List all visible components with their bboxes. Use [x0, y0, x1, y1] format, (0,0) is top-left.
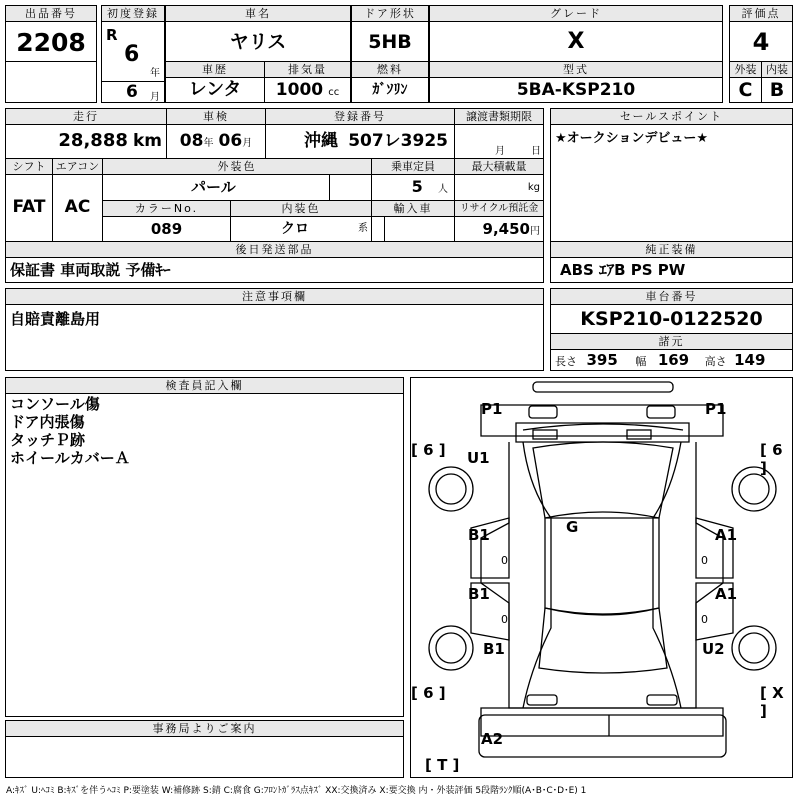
- mileage-label: 走行: [6, 109, 166, 125]
- score-label: 評価点: [730, 6, 792, 22]
- door-label: ドア形状: [352, 6, 428, 22]
- mark-u1: U1: [467, 449, 490, 467]
- inspector-box: [5, 377, 404, 717]
- sales-point-label: セールスポイント: [551, 109, 792, 125]
- first-reg-label: 初度登録: [102, 6, 164, 22]
- tire-front-right-inner: [739, 474, 769, 504]
- shift-cell: [5, 158, 53, 242]
- front-lamp-right: [647, 406, 675, 418]
- year-unit: 年: [150, 68, 160, 79]
- inspector-label: 検査員記入欄: [6, 378, 403, 394]
- car-diagram: [410, 377, 793, 778]
- genuine-equipment-box: [550, 241, 793, 283]
- later-parts-label: 後日発送部品: [6, 242, 543, 258]
- interior-color: クロ: [281, 221, 309, 237]
- mark-trunk: [ T ]: [425, 756, 460, 774]
- door-type: 5HB: [368, 31, 412, 53]
- grille-right: [627, 430, 651, 439]
- car-name: ヤリス: [229, 31, 287, 53]
- capacity-unit: 人: [438, 184, 448, 195]
- exterior-grade: C: [738, 79, 753, 101]
- mark-b1-a: B1: [468, 526, 490, 544]
- length-value: 395: [586, 351, 618, 369]
- recycle-value: 9,450: [482, 220, 530, 238]
- history-cell: [165, 61, 265, 103]
- transfer-deadline-cell: [454, 108, 544, 159]
- inspection-year-unit: 年: [203, 138, 214, 149]
- transfer-deadline-label: 譲渡書類期限: [455, 109, 543, 125]
- capacity-value: 5: [411, 177, 423, 196]
- front-bumper-outline: [533, 382, 673, 392]
- exterior-grade-label: 外装: [730, 62, 761, 78]
- hood-curve: [523, 424, 683, 430]
- inspector-line: ドア内張傷: [10, 413, 85, 431]
- displacement-unit: cc: [328, 87, 340, 98]
- displacement-value: 1000: [275, 80, 324, 100]
- history-label: 車歴: [166, 62, 264, 78]
- damage-legend: A:ｷｽﾞ U:ﾍｺﾐ B:ｷｽﾞを伴うﾍｺﾐ P:要塗装 W:補修跡 S:錆 C:腐食 G:ﾌﾛﾝﾄｶﾞﾗｽ点ｷｽﾞ XX:交換済み X:要交換 内・外装評価 5段階ﾗﾝｸ順(A･B･C･D･E) 1: [6, 786, 587, 796]
- import-label: 輸入車: [372, 201, 454, 217]
- mark-u2: U2: [702, 640, 725, 658]
- reg-number-cell: [265, 108, 455, 159]
- interior-color-cell: [230, 200, 372, 242]
- length-label: 長さ: [555, 355, 577, 368]
- tire-rear-right-inner: [739, 633, 769, 663]
- max-load-unit: kg: [527, 182, 540, 193]
- notes-label: 注意事項欄: [6, 289, 543, 305]
- mark-p1-right: P1: [705, 400, 727, 418]
- mark-zero: 0: [701, 613, 708, 626]
- genuine-equipment-text: ABS ｴｱB PS PW: [560, 261, 686, 279]
- rear-lamp-left: [527, 695, 557, 705]
- chassis-label: 車台番号: [551, 289, 792, 305]
- tire-front-left-inner: [436, 474, 466, 504]
- fuel-cell: [351, 61, 429, 103]
- first-reg-month: 6: [126, 82, 138, 102]
- front-panel-outline: [481, 405, 723, 436]
- mark-tire-rl: [ 6 ]: [411, 684, 446, 702]
- mileage-unit: km: [132, 131, 162, 151]
- score-cell: [729, 5, 793, 62]
- grille-left: [533, 430, 557, 439]
- color-no: 089: [150, 220, 183, 238]
- displacement-label: 排気量: [265, 62, 350, 78]
- tire-rear-left-inner: [436, 633, 466, 663]
- grade-cell: [429, 5, 723, 62]
- width-label: 幅: [635, 355, 647, 368]
- exterior-color: パール: [191, 178, 236, 196]
- mark-zero: 0: [501, 554, 508, 567]
- inspection-label: 車検: [167, 109, 265, 125]
- interior-grade: B: [769, 79, 785, 101]
- mark-a1-a: A1: [715, 526, 738, 544]
- inspector-line: コンソール傷: [10, 395, 100, 413]
- model-code: 5BA-KSP210: [516, 80, 636, 100]
- month-unit: 月: [150, 92, 160, 103]
- later-parts-text: 保証書 車両取説 予備ｷｰ: [10, 261, 171, 279]
- sales-point-text: ★オークションデビュー★: [555, 131, 709, 146]
- mark-b1-b: B1: [468, 585, 490, 603]
- mark-g: G: [566, 518, 579, 536]
- left-door-line: [523, 442, 551, 708]
- mileage-value: 28,888: [58, 130, 128, 151]
- history-value: レンタ: [188, 79, 242, 100]
- front-lamp-left: [529, 406, 557, 418]
- reg-number-label: 登録番号: [266, 109, 454, 125]
- notes-text: 自賠責離島用: [10, 310, 101, 328]
- first-reg-cell: [101, 5, 165, 103]
- lot-cell: [5, 5, 97, 103]
- body-outline: [481, 442, 723, 708]
- mark-b1-c: B1: [483, 640, 505, 658]
- genuine-equipment-label: 純正装備: [551, 242, 792, 258]
- interior-grade-label: 内装: [762, 62, 792, 78]
- rear-window: [539, 608, 667, 673]
- inspection-year: 08: [179, 131, 204, 151]
- first-reg-year: 6: [124, 42, 140, 67]
- recycle-label: リサイクル預託金: [455, 201, 543, 217]
- mark-zero: 0: [701, 554, 708, 567]
- interior-color-unit: 系: [358, 223, 368, 234]
- inspection-month-unit: 月: [242, 138, 253, 149]
- car-name-label: 車名: [166, 6, 350, 22]
- aircon-label: エアコン: [53, 159, 102, 175]
- mark-a1-b: A1: [715, 585, 738, 603]
- reg-plate: 507レ3925: [348, 131, 448, 151]
- car-diagram-svg: [411, 378, 794, 779]
- office-label: 事務局よりご案内: [6, 721, 403, 737]
- sales-point-box: [550, 108, 793, 242]
- exterior-color-label: 外装色: [103, 159, 371, 175]
- grade-label: グレード: [430, 6, 722, 22]
- max-load-cell: [454, 158, 544, 201]
- notes-box: [5, 288, 544, 371]
- door-cell: [351, 5, 429, 62]
- inspector-line: タッチＰ跡: [10, 431, 86, 449]
- max-load-label: 最大積載量: [455, 159, 543, 175]
- score-value: 4: [752, 28, 770, 56]
- lot-number: 2208: [6, 28, 96, 62]
- era: R: [106, 26, 118, 44]
- reg-area: 沖縄: [304, 131, 339, 151]
- windshield: [533, 442, 673, 518]
- rear-panel-outline: [481, 708, 723, 736]
- width-value: 169: [657, 351, 690, 369]
- interior-color-label: 内装色: [231, 201, 371, 217]
- inspector-line: ホイールカバーＡ: [10, 449, 130, 467]
- import-cell: [371, 200, 455, 242]
- aircon-cell: [52, 158, 103, 242]
- exterior-color-cell: [102, 158, 372, 201]
- office-box: [5, 720, 404, 778]
- exterior-grade-cell: [729, 61, 762, 103]
- capacity-cell: [371, 158, 455, 201]
- color-no-label: カラーNo.: [103, 201, 230, 217]
- inspection-month: 06: [218, 131, 243, 151]
- shift-value: FAT: [12, 197, 46, 217]
- fuel-label: 燃料: [352, 62, 428, 78]
- transfer-day-unit: 日: [531, 146, 541, 157]
- chassis-number: KSP210-0122520: [551, 305, 792, 334]
- recycle-unit: 円: [530, 226, 540, 237]
- interior-grade-cell: [761, 61, 793, 103]
- mark-tire-fl: [ 6 ]: [411, 441, 446, 459]
- capacity-label: 乗車定員: [372, 159, 454, 175]
- aircon-value: AC: [64, 197, 91, 217]
- height-value: 149: [734, 351, 766, 369]
- mark-a2: A2: [481, 730, 504, 748]
- grade-value: X: [567, 29, 585, 54]
- car-name-cell: [165, 5, 351, 62]
- mileage-cell: [5, 108, 167, 159]
- mark-zero: 0: [501, 613, 508, 626]
- model-code-cell: [429, 61, 723, 103]
- inspection-cell: [166, 108, 266, 159]
- lot-label: 出品番号: [6, 6, 96, 22]
- height-label: 高さ: [704, 355, 727, 368]
- mark-tire-fr: [ 6 ]: [760, 441, 783, 477]
- fuel-value: ｶﾞｿﾘﾝ: [372, 82, 408, 98]
- mark-p1-left: P1: [481, 400, 503, 418]
- shift-label: シフト: [6, 159, 52, 175]
- mark-tire-rr: [ X ]: [760, 684, 784, 720]
- displacement-cell: [264, 61, 351, 103]
- specs-label: 諸元: [551, 334, 792, 350]
- recycle-cell: [454, 200, 544, 242]
- model-code-label: 型式: [430, 62, 722, 78]
- chassis-box: [550, 288, 793, 371]
- rear-lamp-right: [647, 695, 677, 705]
- transfer-month-unit: 月: [495, 146, 505, 157]
- later-parts-box: [5, 241, 544, 283]
- roof: [545, 518, 659, 614]
- color-no-cell: [102, 200, 231, 242]
